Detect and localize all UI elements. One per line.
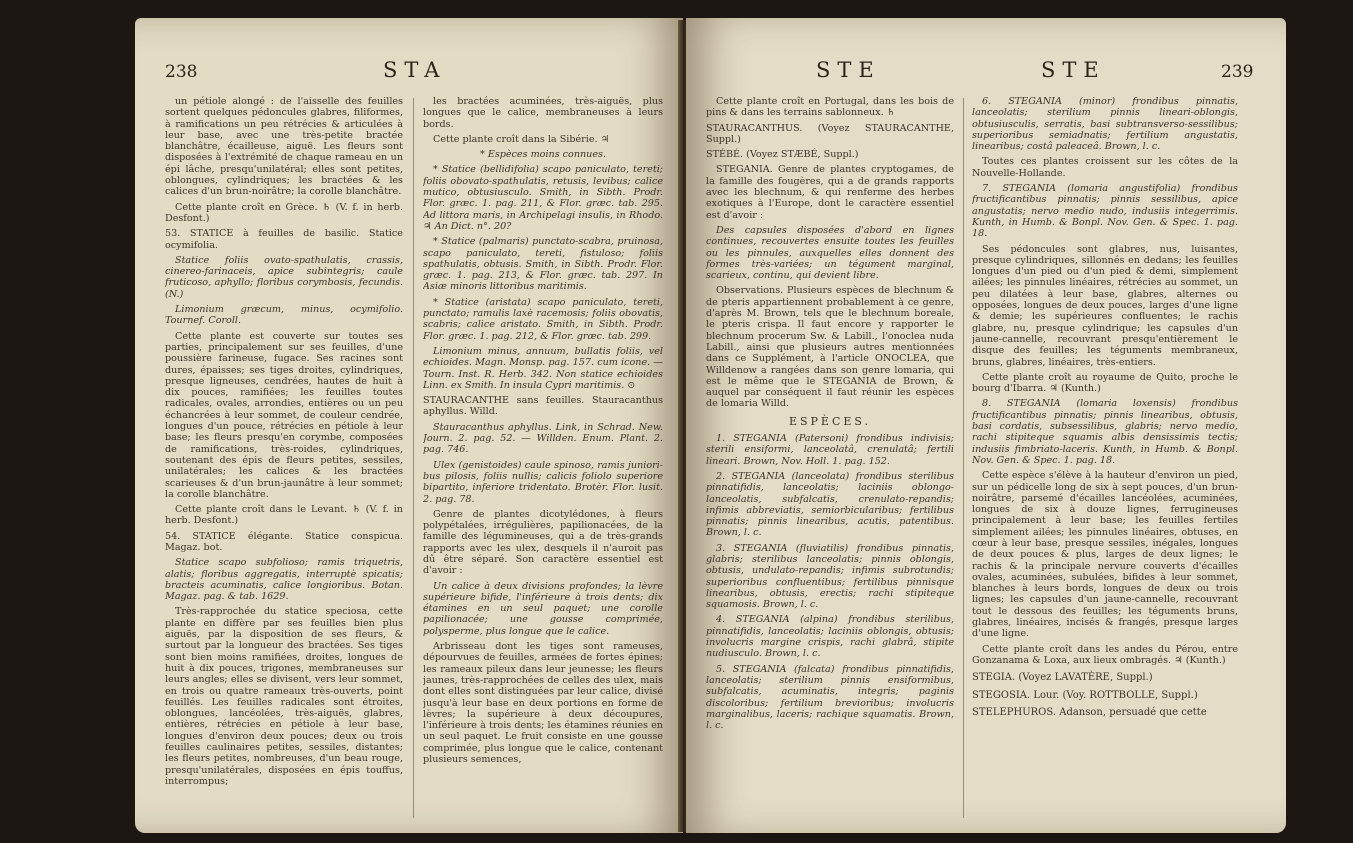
paragraph: STAURACANTHUS. (Voyez STAURACANTHE, Suppl.) bbox=[706, 122, 954, 145]
paragraph: Arbrisseau dont les tiges sont rameuses, dépourvues de feuilles, armées de fortes épines; les rameaux pileux dans leur jeunesse; les fleurs jaunes, très-rapprochées de celles des ulex, mais dont elles sont distinguées par leur calice, divisé jusqu'à leur base en deux portions en forme de lèvres; la supérieure à deux découpures, l'inférieure à trois dents; les étamines réunies en un seul paquet. Le fruit consiste en une gousse comprimée, plus longue que le calice, contenant plusieurs semences, bbox=[423, 641, 663, 766]
paragraph: * Statice (bellidifolia) scapo paniculato, tereti; foliis obovato-spathulatis, retusis, levibus; calice mutico, obtusiusculo. Smith, in Sibth. Prodr. Flor. græc. 1. pag. 211, & Flor. græc. tab. 295. Ad littora maris, in Archipelagi insulis, in Rhodo. ♃ An Dict. n°. 20? bbox=[423, 164, 663, 232]
paragraph: ESPÈCES. bbox=[788, 414, 872, 428]
paragraph: les bractées acuminées, très-aiguës, plus longues que le calice, membraneuses à leurs bords. bbox=[423, 96, 663, 130]
paragraph: Des capsules disposées d'abord en lignes continues, recouvertes ensuite toutes les feuilles ou les pinnules, auxquelles elles donnent des formes très-variées; un tégument marginal, scarieux, continu, qui devient libre. bbox=[706, 224, 954, 282]
running-head-left: STA bbox=[383, 58, 447, 82]
paragraph: Toutes ces plantes croissent sur les côtes de la Nouvelle-Hollande. bbox=[972, 156, 1238, 179]
paragraph: 5. STEGANIA (falcata) frondibus pinnatifidis, lanceolatis; sterilium pinnis ensiformibus, subfalcatis, acuminatis, integris; paginis discoloribus; fertilium brevioribus; involucris marginalibus, laceris; rachique squamatis. Brown, l. c. bbox=[706, 663, 954, 732]
paragraph: Cette plante croît en Portugal, dans les bois de pins & dans les terrains sablonneux. ♄ bbox=[706, 96, 954, 119]
paragraph: STÉBÉ. (Voyez STÆBÉ, Suppl.) bbox=[706, 149, 859, 161]
paragraph: 54. STATICE élégante. Statice conspicua. Magaz. bot. bbox=[165, 530, 403, 553]
paragraph: STEGOSIA. Lour. (Voy. ROTTBOLLE, Suppl.) bbox=[972, 689, 1198, 701]
paragraph: Cette plante croît en Grèce. ♄ (V. f. in herb. Desfont.) bbox=[165, 201, 403, 224]
paragraph: * Espèces moins connues. bbox=[479, 149, 607, 161]
paragraph: Stauracanthus aphyllus. Link, in Schrad. New. Journ. 2. pag. 52. — Willden. Enum. Plant. 2. pag. 746. bbox=[423, 421, 663, 456]
paragraph: Un calice à deux divisions profondes; la lèvre supérieure bifide, l'inférieure à trois dents; dix étamines en un seul paquet; une corolle papilionacée; une gousse comprimée, polysperme, plus longue que le calice. bbox=[423, 580, 663, 637]
paragraph: * Statice (palmaris) punctato-scabra, pruinosa, scapo paniculato, tereti, fistuloso; foliis spathulatis, obtusis. Smith, in Sibth. Prodr. Flor. græc. 1. pag. 213, & Flor. græc. tab. 297. In Asiæ minoris littoribus maritimis. bbox=[423, 236, 663, 293]
left-page-header bbox=[135, 58, 683, 90]
paragraph: Cette plante croît au royaume de Quito, proche le bourg d'Ibarra. ♃ (Kunth.) bbox=[972, 371, 1238, 395]
paragraph: Très-rapprochée du statice speciosa, cette plante en diffère par ses feuilles bien plus aiguës, par la disposition de ses fleurs, & surtout par la longueur des bractées. Ses tiges sont bien moins ramifiées, droites, longues de huit à dix pouces, trigones, membraneuses sur leurs angles; elles se divisent, vers leur sommet, en trois ou quatre rameaux très-ouverts, point feuillés. Les feuilles radicales sont étroites, oblongues, lancéolées, très-aiguës, glabres, entières, rétrécies en pétiole à leur base, longues d'environ deux pouces; deux ou trois feuilles caulinaires petites, sessiles, distantes; les fleurs petites, nombreuses, d'un beau rouge, presqu'unilatérales, disposées en épis touffus, interrompus; bbox=[165, 606, 403, 787]
paragraph: un pétiole alongé : de l'aisselle des feuilles sortent quelques pédoncules glabres, filiformes, à ramifications un peu rétrécies & articulées à leur base, avec une très-petite bractée blanchâtre, écailleuse, aiguë. Les fleurs sont disposées à l'extrémité de chaque rameau en un épi lâche, presqu'unilatéral; elles sont petites, oblongues, cylindriques; les bractées & les calices d'un brun-noirâtre; la corolle blanchâtre. bbox=[165, 96, 403, 198]
paragraph: STEGIA. (Voyez LAVATÈRE, Suppl.) bbox=[972, 672, 1153, 684]
paragraph: 2. STEGANIA (lanceolata) frondibus sterilibus pinnatifidis, lanceolatis; laciniis oblongo-lanceolatis, subfalcatis, crenulato-repandis; infimis abbreviatis, semiorbicularibus; fertilibus pinnatis; pinnis linearibus, acutis, patentibus. Brown, l. c. bbox=[706, 470, 954, 539]
right-page-header bbox=[686, 58, 1286, 90]
paragraph: Cette plante croît dans le Levant. ♄ (V. f. in herb. Desfont.) bbox=[165, 504, 403, 527]
paragraph: 53. STATICE à feuilles de basilic. Statice ocymifolia. bbox=[165, 228, 403, 251]
paragraph: 8. STEGANIA (lomaria loxensis) frondibus fructificantibus pinnatis; pinnis linearibus, obtusis, basi cordatis, subsessilibus, glabris; nervo medio, rachi stipiteque squamis albis densissimis tectis; indusiis fimbriato-laceris. Kunth, in Humb. & Bonpl. Nov. Gen. & Spec. 1. pag. 18. bbox=[972, 398, 1238, 466]
paragraph: Limonium græcum, minus, ocymifolio. Tournef. Coroll. bbox=[165, 304, 403, 327]
paragraph: Statice scapo subfolioso; ramis triquetris, alatis; floribus aggregatis, interruptè spicatis; bracteis acuminatis, calice longioribus. Botan. Magaz. pag. & tab. 1629. bbox=[165, 557, 403, 603]
page-number-right: 239 bbox=[1221, 62, 1254, 82]
running-head-right-2: STE bbox=[1041, 58, 1106, 82]
left-column-1 bbox=[165, 96, 403, 825]
paragraph: STAURACANTHE sans feuilles. Stauracanthus aphyllus. Willd. bbox=[423, 395, 663, 418]
right-column-1 bbox=[706, 96, 954, 825]
paragraph: Cette plante croît dans la Sibérie. ♃ bbox=[433, 133, 610, 145]
paragraph: 3. STEGANIA (fluviatilis) frondibus pinnatis, glabris; sterilibus lanceolatis; pinnis oblongis, obtusis, undulato-repandis; infimis subrotundis; superioribus confluentibus; fertilibus pinnisque linearibus, obtusis, erectis; rachi stipiteque squamosis. Brown, l. c. bbox=[706, 542, 954, 611]
paragraph: Genre de plantes dicotylédones, à fleurs polypétalées, irrégulières, papilionacées, de la famille des légumineuses, qui a de très-grands rapports avec les ulex, desquels il n'auroit pas dû être séparé. Son caractère essentiel est d'avoir : bbox=[423, 508, 663, 577]
paragraph: Statice foliis ovato-spathulatis, crassis, cinereo-farinaceis, apice subintegris; caule fruticoso, aphyllo; floribus corymbosis, fecundis. (N.) bbox=[165, 254, 403, 300]
paragraph: 6. STEGANIA (minor) frondibus pinnatis, lanceolatis; sterilium pinnis lineari-oblongis, obtusiusculis, serratis, basi subtransverso-sessilibus; superioribus semiadnatis; fertilium angustatis, linearibus; costâ paleaceâ. Brown, l. c. bbox=[972, 96, 1238, 153]
column-rule-left bbox=[413, 98, 414, 818]
paragraph: Cette plante est couverte sur toutes ses parties, principalement sur ses feuilles, d'une poussière farineuse, fugace. Ses racines sont dures, épaisses; ses tiges droites, cylindriques, presque ligneuses, cendrées, hautes de huit à dix pouces, ramifiées; les feuilles toutes radicales, ovales, arrondies, entières ou un peu échancrées à leur sommet, de couleur cendrée, longues d'un pouce, rétrécies en pétiole à leur base; les fleurs presqu'en corymbe, composées de ramifications, très-roides, cylindriques, soutenant des épis de fleurs petites, sessiles, unilatérales; les calices & les bractées scarieuses & d'un brun-jaunâtre à leur sommet; la corolle blanchâtre. bbox=[165, 330, 403, 500]
column-rule-right bbox=[963, 98, 964, 818]
paragraph: Ses pédoncules sont glabres, nus, luisantes, presque cylindriques, sillonnés en dedans; les feuilles longues d'un pied ou d'un pied & demi, simplement ailées; les pinnules linéaires, rétrécies au sommet, un peu dilatées à leur base, glabres, alternes ou opposées, longues de deux pouces, larges d'une ligne & demie; les supérieures confluentes; le rachis glabre, nu, presque cylindrique; les capsules d'un jaune-cannelle, recouvrant presqu'entièrement le disque des feuilles; les téguments membraneux, bruns, glabres, linéaires, très-entiers. bbox=[972, 243, 1238, 368]
paragraph: Limonium minus, annuum, bullatis foliis, vel echioides. Magn. Monsp. pag. 157. cum icone. — Tourn. Inst. R. Herb. 342. Non statice echioides Linn. ex Smith. In insula Cypri maritimis. ⊙ bbox=[423, 345, 663, 391]
paragraph: STELEPHUROS. Adanson, persuadé que cette bbox=[972, 706, 1207, 718]
left-column-2 bbox=[423, 96, 663, 825]
paragraph: 7. STEGANIA (lomaria angustifolia) frondibus fructificantibus pinnatis; pinnis sessilibus, apice angustatis; nervo medio nudo, indusiis integerrimis. Kunth, in Humb. & Bonpl. Nov. Gen. & Spec. 1. pag. 18. bbox=[972, 183, 1238, 240]
right-page bbox=[686, 18, 1286, 833]
running-head-right-1: STE bbox=[816, 58, 881, 82]
paragraph: STEGANIA. Genre de plantes cryptogames, de la famille des fougères, qui a de grands rapports avec les blechnum, & qui renferme des herbes exotiques à l'Europe, dont le caractère essentiel est d'avoir : bbox=[706, 164, 954, 221]
paragraph: 1. STEGANIA (Patersoni) frondibus indivisis; sterili ensiformi, lanceolatâ, crenulatâ; fertili lineari. Brown, Nov. Holl. 1. pag. 152. bbox=[706, 433, 954, 467]
paragraph: * Statice (aristata) scapo paniculato, tereti, punctato; ramulis laxè racemosis; foliis obovatis, scabris; calice aristato. Smith, in Sibth. Prodr. Flor. græc. 1. pag. 212, & Flor. græc. tab. 299. bbox=[423, 296, 663, 342]
right-column-2 bbox=[972, 96, 1238, 825]
paragraph: 4. STEGANIA (alpina) frondibus sterilibus, pinnatifidis, lanceolatis; laciniis oblongis, obtusis; involucris margine crispis, rachi glabrâ, stipite nudiusculo. Brown, l. c. bbox=[706, 614, 954, 660]
paragraph: Ulex (genistoides) caule spinoso, ramis juniori-bus pilosis, foliis nullis; calicis foliolo superiore bipartito, inferiore tridentato. Brotèr. Flor. lusit. 2. pag. 78. bbox=[423, 459, 663, 505]
paragraph: Cette plante croît dans les andes du Pérou, entre Gonzanama & Loxa, aux lieux ombragés. ♃ (Kunth.) bbox=[972, 643, 1238, 666]
page-number-left: 238 bbox=[165, 62, 198, 82]
paragraph: Observations. Plusieurs espèces de blechnum & de pteris appartiennent probablement à ce genre, d'après M. Brown, tels que le blechnum boreale, le pteris crispa. Il faut encore y rapporter le blechnum procerum Sw. & Labill., l'onoclea nuda Labill., ainsi que plusieurs autres mentionnées dans ce Supplément, à l'article ONOCLEA, que Willdenow a rangées dans son genre lomaria, qui est le même que le STEGANIA de Brown, & auquel par conséquent il faut réunir les espèces de lomaria Willd. bbox=[706, 285, 954, 410]
left-page bbox=[135, 18, 683, 833]
paragraph: Cette espèce s'élève à la hauteur d'environ un pied, sur un pédicelle long de six à sept pouces, d'un brun-noirâtre, parsemé d'écailles lancéolées, acuminées, longues de six à douze lignes, ferrugineuses principalement à leur base; les feuilles fertiles simplement ailées; les pinnules linéaires, obtuses, en cœur à leur base, presque sessiles, inégales, longues de deux pouces & plus, larges de deux lignes; le rachis & la principale nervure couverts d'écailles ovales, acuminées, subulées, bifides à leur sommet, blanches à leurs bords, longues de deux ou trois lignes; les capsules d'un jaune-cannelle, recouvrant tout le dessous des feuilles; les téguments bruns, glabres, linéaires, incisés & frangés, presque larges d'une ligne. bbox=[972, 470, 1238, 640]
